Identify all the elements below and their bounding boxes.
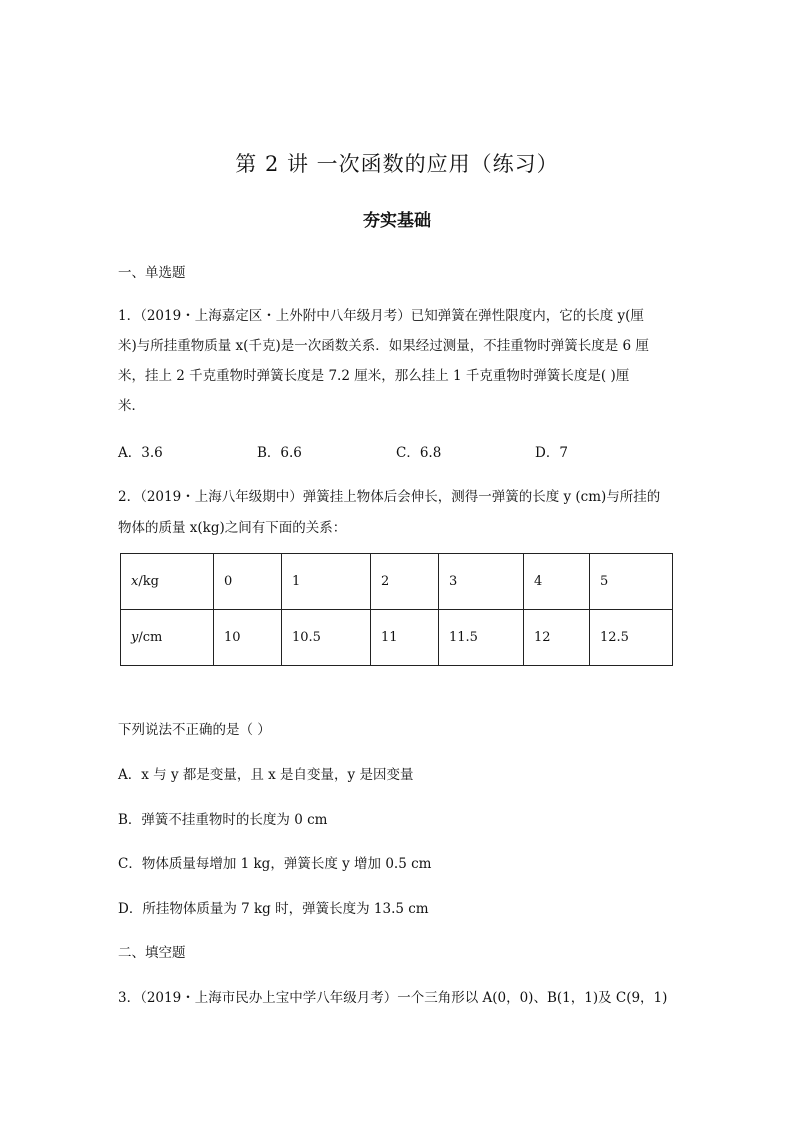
q1-text-line-1: 1．（2019・上海嘉定区・上外附中八年级月考）已知弹簧在弹性限度内，它的长度 y(厘	[118, 308, 644, 324]
section-subtitle: 夯实基础	[363, 211, 431, 231]
q2-text-line-2: 物体的质量 x(kg)之间有下面的关系：	[118, 520, 347, 536]
q2-option-a: A．x 与 y 都是变量，且 x 是自变量，y 是因变量	[118, 767, 414, 783]
q3-text-line-1: 3．（2019・上海市民办上宝中学八年级月考）一个三角形以 A(0，0)、B(1，1)及 C(9，1)	[118, 990, 668, 1006]
q1-text-line-4: 米．	[118, 398, 145, 414]
table-cell: 11.5	[439, 610, 524, 666]
q1-option-b: B．6.6	[257, 445, 302, 461]
section-heading-single-choice: 一、单选题	[118, 265, 186, 281]
table-cell: 12	[524, 610, 590, 666]
table-cell: 12.5	[590, 610, 673, 666]
q2-option-d: D．所挂物体质量为 7 kg 时，弹簧长度为 13.5 cm	[118, 901, 429, 917]
table-row	[121, 610, 673, 666]
q1-option-a: A．3.6	[118, 445, 163, 461]
section-heading-fill-blank: 二、填空题	[118, 945, 186, 961]
variable-y: y	[131, 630, 139, 645]
q2-prompt: 下列说法不正确的是（ ）	[118, 722, 271, 738]
table-cell: 10.5	[282, 610, 371, 666]
variable-x: x	[131, 574, 139, 589]
table-cell: 0	[214, 554, 282, 610]
table-row	[121, 554, 673, 610]
table-cell: 5	[590, 554, 673, 610]
unit-kg: /kg	[138, 574, 159, 589]
page-title: 第 2 讲 一次函数的应用（练习）	[235, 152, 559, 176]
q2-option-c: C．物体质量每增加 1 kg，弹簧长度 y 增加 0.5 cm	[118, 856, 432, 872]
q2-option-b: B．弹簧不挂重物时的长度为 0 cm	[118, 812, 328, 828]
q1-text-line-2: 米)与所挂重物质量 x(千克)是一次函数关系．如果经过测量，不挂重物时弹簧长度是 6 厘	[118, 338, 649, 354]
q1-option-d: D．7	[535, 445, 568, 461]
table-cell: 11	[371, 610, 439, 666]
q1-text-line-3: 米，挂上 2 千克重物时弹簧长度是 7.2 厘米，那么挂上 1 千克重物时弹簧长度是( )厘	[118, 368, 630, 384]
table-header-cell	[121, 554, 214, 610]
table-cell: 3	[439, 554, 524, 610]
table-cell: 10	[214, 610, 282, 666]
table-header-cell	[121, 610, 214, 666]
q2-text-line-1: 2．（2019・上海八年级期中）弹簧挂上物体后会伸长，测得一弹簧的长度 y (cm)与所挂的	[118, 489, 661, 505]
table-cell: 1	[282, 554, 371, 610]
table-cell: 4	[524, 554, 590, 610]
table-cell: 2	[371, 554, 439, 610]
q1-option-c: C．6.8	[396, 445, 442, 461]
unit-cm: /cm	[138, 630, 163, 645]
mass-length-table	[120, 553, 673, 666]
